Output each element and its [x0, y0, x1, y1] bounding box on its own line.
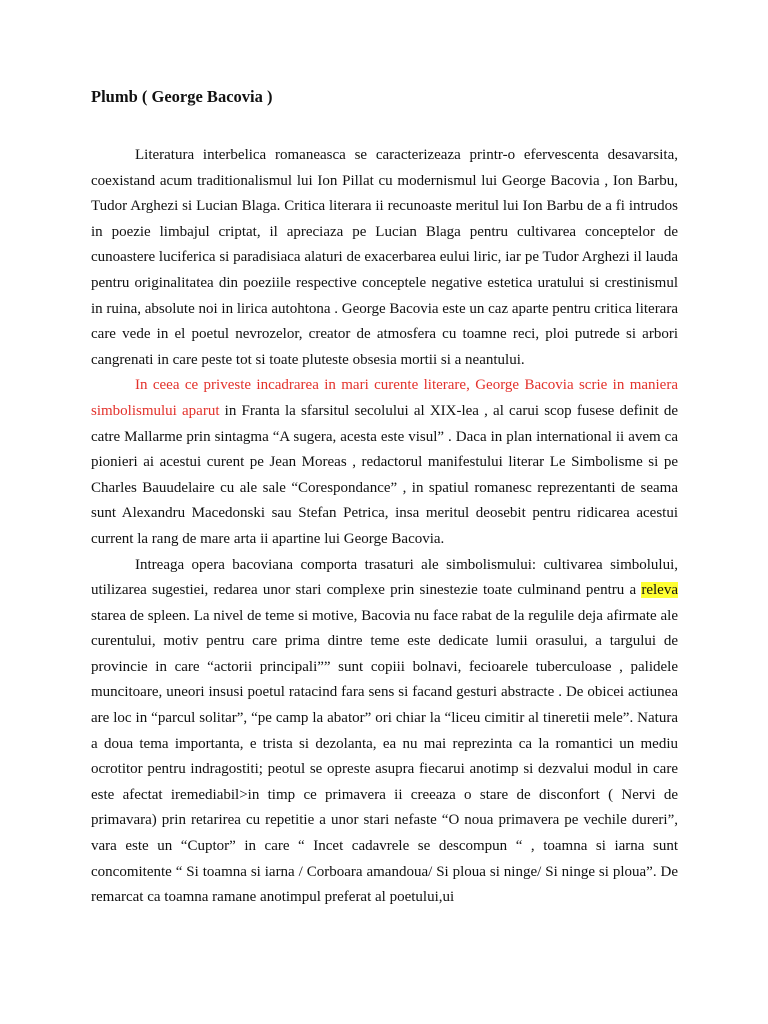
- document-body: [91, 143, 678, 911]
- paragraph-3-rest: starea de spleen. La nivel de teme si motive, Bacovia nu face rabat de la regulile deja afirmate ale curentului, motiv pentru care prima dintre teme este dedicate lumii orasului, a targului de provincie in care “actorii principali”” sunt copiii bolnavi, fecioarele tuberculoase , palidele muncitoare, uneori insusi poetul ratacind fara sens si facand gesturi abstracte . De obicei actiunea are loc in “parcul solitar”, “pe camp la abator” ori chiar la “liceu cimitir al tineretii mele”. Natura a doua tema importanta, e trista si dezolanta, ea nu mai reprezinta ca la romantici un mediu ocrotitor pentru indragostiti; peotul se opreste asupra fiecarui anotimp si dezvalui modul in care este afectat iremediabil>in timp ce primavera ii creeaza o stare de disconfort ( Nervi de primavara) prin retarirea cu repetitie a unor stari nefaste “O noua primavera pe vechile dureri”, vara este un “Cuptor” in care “ Incet cadavrele se descompun “ , toamna si iarna sunt concomitente “ Si toamna si iarna / Corboara amandoua/ Si ploua si ninge/ Si ninge si ploua”. De remarcat ca toamna ramane anotimpul preferat al poetului,ui: [91, 607, 678, 906]
- paragraph-2: [91, 373, 678, 552]
- paragraph-2-rest: in Franta la sfarsitul secolului al XIX-lea , al carui scop fusese definit de catre Mallarme prin sintagma “A sugera, acesta este visul” . Daca in plan international ii avem ca pionieri ai acestui curent pe Jean Moreas , redactorul manifestului literar Le Simbolisme si pe Charles Bauudelaire cu ale sale “Corespondance” , in spatiul romanesc reprezentanti de seama sunt Alexandru Macedonski sau Stefan Petrica, insa meritul deosebit pentru ridicarea acestui current la rang de mare arta ii apartine lui George Bacovia.: [91, 402, 678, 547]
- paragraph-3-start: Intreaga opera bacoviana comporta trasaturi ale simbolismului: cultivarea simbolului, utilizarea sugestiei, redarea unor stari complexe prin sinestezie toate culminand pentru a: [91, 556, 678, 599]
- paragraph-3: [91, 553, 678, 911]
- highlighted-word: releva: [641, 582, 678, 599]
- document-title: Plumb ( George Bacovia ): [91, 87, 273, 106]
- paragraph-1: Literatura interbelica romaneasca se caracterizeaza printr-o efervescenta desavarsita, coexistand acum traditionalismul lui Ion Pillat cu modernismul lui George Bacovia , Ion Barbu, Tudor Arghezi si Lucian Blaga. Critica literara ii recunoaste meritul lui Ion Barbu de a fi intrudos in poezie limbajul criptat, il apreciaza pe Lucian Blaga pentru cultivarea conceptelor de cunoastere luciferica si paradisiaca alaturi de exacerbarea eului liric, iar pe Tudor Arghezi il lauda pentru originalitatea din poeziile respective conceptele negative estetica uratului si crestinismul in ruina, absolute noi in lirica autohtona . George Bacovia este un caz aparte pentru critica literara care vede in el poetul nevrozelor, creator de atmosfera cu toamne reci, ploi putrede si arbori cangrenati in care peste tot si toate pluteste obsesia mortii si a neantului.: [91, 147, 678, 368]
- red-text: In ceea ce priveste incadrarea in mari curente literare, George Bacovia scrie in maniera simbolismului aparut: [91, 377, 678, 419]
